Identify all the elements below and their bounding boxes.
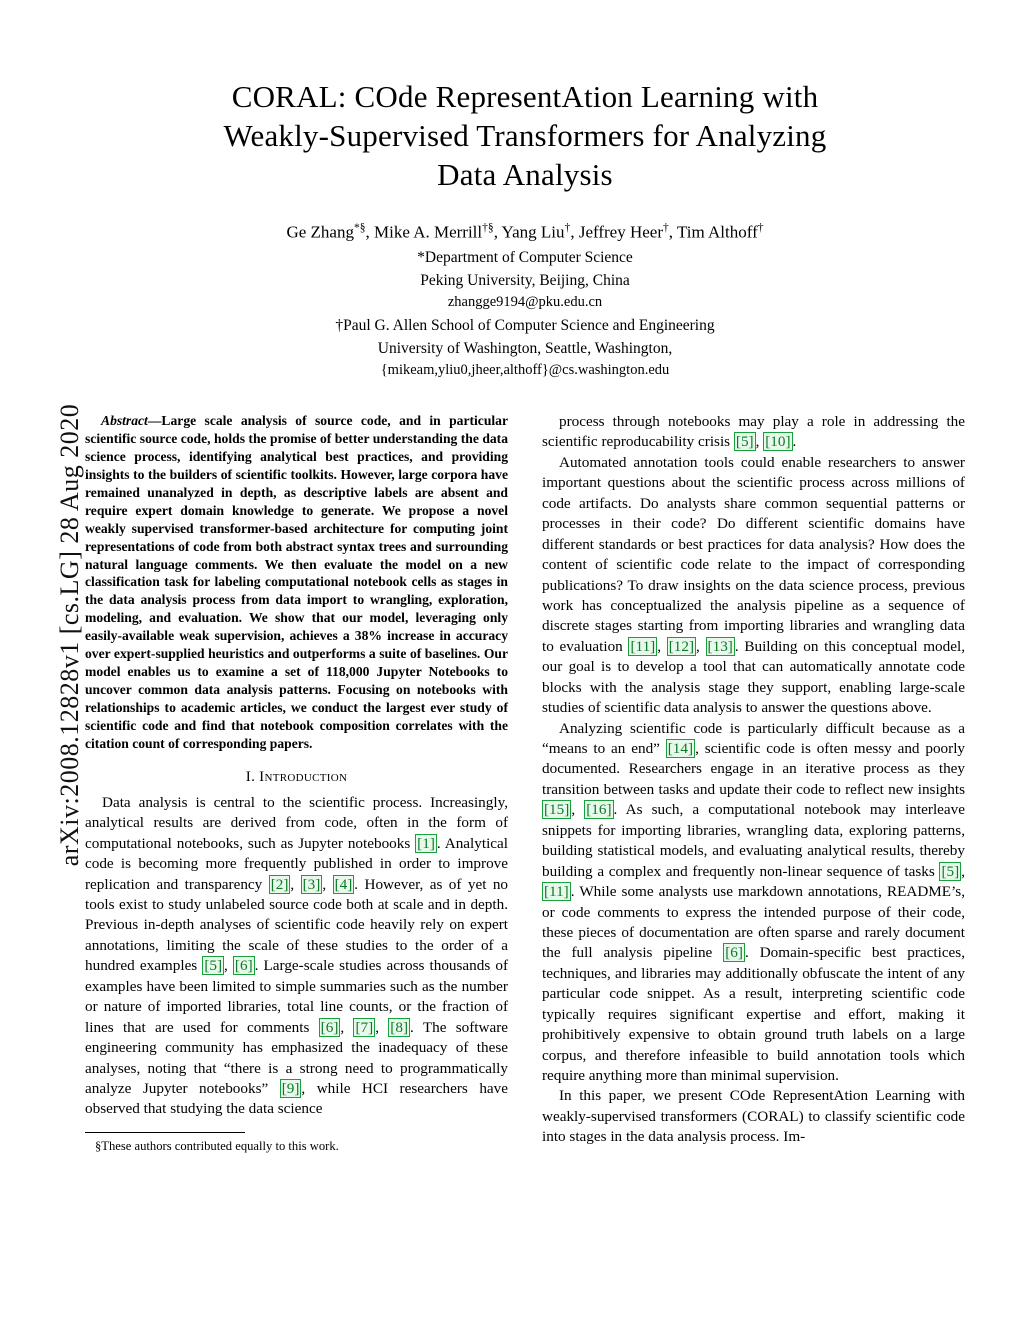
citation-link[interactable]: [3]	[302, 875, 321, 893]
intro-text-b: . Analytical code is becoming more frequently published in order to improve replication and transparency	[85, 834, 509, 893]
affiliation-line: University of Washington, Seattle, Washington,	[377, 340, 673, 358]
footnote-text: §These authors contributed equally to this work.	[95, 1138, 339, 1153]
right-sep: ,	[657, 637, 667, 655]
citation-link[interactable]: [6]	[320, 1018, 339, 1036]
citation-link[interactable]: [10]	[765, 433, 791, 451]
right-paragraph-4: In this paper, we present COde RepresentAtion Learning with weakly-supervised transformers (CORAL) to classify scientific code into stages in the data analysis process. Im-	[542, 1087, 965, 1146]
intro-sep: ,	[375, 1018, 389, 1036]
citation-link[interactable]: [12]	[668, 637, 695, 655]
citation-link[interactable]: [5]	[941, 862, 960, 880]
citation-link[interactable]: [4]	[334, 875, 353, 893]
citation-link[interactable]: [8]	[390, 1018, 409, 1036]
two-column-body	[85, 412, 965, 1154]
citation-link[interactable]: [5]	[204, 957, 223, 975]
title-line-2: Weakly-Supervised Transformers for Analyzing	[223, 117, 827, 153]
section-heading-introduction: I. Introduction	[245, 768, 348, 785]
arxiv-identifier-stamp: arXiv:2008.12828v1 [cs.LG] 28 Aug 2020	[55, 403, 84, 867]
left-column	[85, 412, 508, 1154]
citation-link[interactable]: [14]	[667, 740, 694, 758]
intro-text-a: Data analysis is central to the scientific process. Increasingly, analytical results are derived from code, often in the form of computational notebooks, such as Jupyter notebooks	[85, 793, 508, 852]
citation-link[interactable]: [6]	[234, 957, 253, 975]
paper-content	[85, 60, 965, 1154]
affiliation-email: zhangge9194@pku.edu.cn	[447, 294, 603, 311]
citation-link[interactable]: [7]	[355, 1018, 374, 1036]
title-line-1: CORAL: COde RepresentAtion Learning with	[231, 79, 819, 114]
right-text-b: , scientific code is often messy and poorly documented. Researchers engage in an iterative process as they transition between tasks and update their code to reflect new insights	[542, 740, 966, 798]
footnote-divider	[85, 1132, 245, 1133]
citation-link[interactable]: [11]	[630, 637, 656, 655]
intro-text-e: . Large-scale studies across thousands of examples have been limited to simple summaries such as the number or nature of imported libraries, total line counts, or the fraction of lines that are used for comments	[85, 957, 508, 1036]
right-sep: ,	[755, 433, 764, 451]
affiliation-block	[85, 246, 965, 383]
author-list: Ge Zhang*§, Mike A. Merrill†§, Yang Liu†, Jeffrey Heer†, Tim Althoff†	[286, 221, 764, 242]
intro-text-f: . The software engineering community has emphasized the inadequacy of these analyses, noting that “there is a strong need to programmatically analyze Jupyter notebooks”	[85, 1018, 509, 1097]
abstract-label: Abstract	[101, 413, 148, 429]
citation-link[interactable]: [11]	[544, 883, 569, 901]
affiliation-email: {mikeam,yliu0,jheer,althoff}@cs.washington.edu	[380, 362, 670, 379]
intro-text-d: . However, as of yet no tools exist to study unlabeled source code both at scale and in depth. Previous in-depth analyses of scientific code heavily rely on expert annotations, limiting the scale of these studies to the order of a hundred examples	[85, 875, 509, 975]
right-text-f: . While some analysts use markdown annotations, README’s, or code comments to express the intended purpose of their code, these pieces of documentation are often sparse and rarely document the full analysis pipeline	[542, 883, 965, 962]
citation-link[interactable]: [6]	[725, 944, 743, 962]
citation-link[interactable]: [9]	[281, 1079, 300, 1097]
abstract-text: —Large scale analysis of source code, and in particular scientific source code, holds the promise of better understanding the data science process, identifying analytical best practices, and providing insights to the builders of scientific toolkits. However, large corpora have remained unanalyzed in depth, as descriptive labels are absent and require expert domain knowledge to generate. We propose a novel weakly supervised transformer-based architecture for computing joint representations of code from both abstract syntax trees and surrounding natural language comments. We then evaluate the model on a new classification task for labeling computational notebook cells as stages in the data analysis process from data import to wrangling, exploration, modeling, and evaluation. We show that our model, leveraging only easily-available weak supervision, achieves a 38% increase in accuracy over expert-supplied heuristics and outperforms a suite of baselines. Our model enables us to examine a set of 118,000 Jupyter Notebooks to uncover common data analysis patterns. Focusing on notebooks with relationships to academic articles, we conduct the largest ever study of scientific code and find that notebook composition correlates with the citation count of corresponding papers.	[85, 413, 508, 751]
right-text-d: . As such, a computational notebook may interleave snippets for importing libraries, wrangling data, exploring patterns, building statistical models, and evaluating analytical results, thereby building a complex and frequently non-linear sequence of tasks	[542, 801, 966, 880]
intro-text-g: , while HCI researchers have observed that studying the data science	[85, 1079, 508, 1118]
right-sep: ,	[961, 862, 965, 880]
right-text-a: process through notebooks may play a role in addressing the scientific reproducability crisis	[542, 413, 965, 451]
affiliation-line: Peking University, Beijing, China	[420, 271, 630, 289]
intro-sep: ,	[290, 875, 301, 893]
right-paragraph-3	[542, 719, 965, 1087]
intro-paragraph-1	[85, 793, 508, 1120]
intro-sep: ,	[322, 875, 333, 893]
right-text-c: .	[792, 433, 797, 451]
right-text-a: Analyzing scientific code is particularly difficult because as a “means to an end”	[542, 719, 965, 758]
right-text-a: Automated annotation tools could enable researchers to answer important questions about the scientific process across millions of code artifacts. Do analysts share common sequential patterns or processes in their code? Do different scientific domains have different standards or best practices for data analysis? How does the content of scientific code relate to the impact of corresponding publications? To draw insights on the data science process, previous work has conceptualized the analysis pipeline as a sequence of discrete stages starting from importing libraries and wrangling data to evaluation	[542, 453, 965, 655]
title-line-3: Data Analysis	[437, 156, 613, 192]
citation-link[interactable]: [1]	[417, 834, 435, 852]
citation-link[interactable]: [2]	[270, 875, 289, 893]
right-paragraph-1	[542, 412, 965, 453]
abstract	[85, 412, 508, 753]
right-sep: ,	[696, 637, 706, 655]
intro-sep: ,	[224, 957, 233, 975]
right-paragraph-2	[542, 453, 965, 719]
citation-link[interactable]: [13]	[707, 637, 733, 655]
affiliation-line: *Department of Computer Science	[417, 248, 633, 266]
right-text-g: . Domain-specific best practices, techniques, and libraries may additionally obfuscate the intent of any particular code snippet. As a result, interpreting scientific code typically requires significant expertise and effort, making it prohibitively expensive to obtain ground truth labels on a large corpus, and therefore infeasible to build annotation tools which require anything more than minimal supervision.	[542, 944, 966, 1085]
right-sep: ,	[571, 801, 585, 819]
right-text-d: . Building on this conceptual model, our goal is to develop a tool that can automatically annotate code blocks with the analysis stage they support, enabling large-scale studies of scientific data analysis to answer the questions above.	[542, 637, 965, 717]
intro-sep: ,	[340, 1018, 354, 1036]
citation-link[interactable]: [5]	[735, 433, 754, 451]
citation-link[interactable]: [15]	[544, 801, 570, 819]
right-column	[542, 412, 965, 1154]
affiliation-line: †Paul G. Allen School of Computer Science and Engineering	[335, 316, 715, 334]
citation-link[interactable]: [16]	[586, 801, 612, 819]
page-title	[85, 78, 965, 194]
